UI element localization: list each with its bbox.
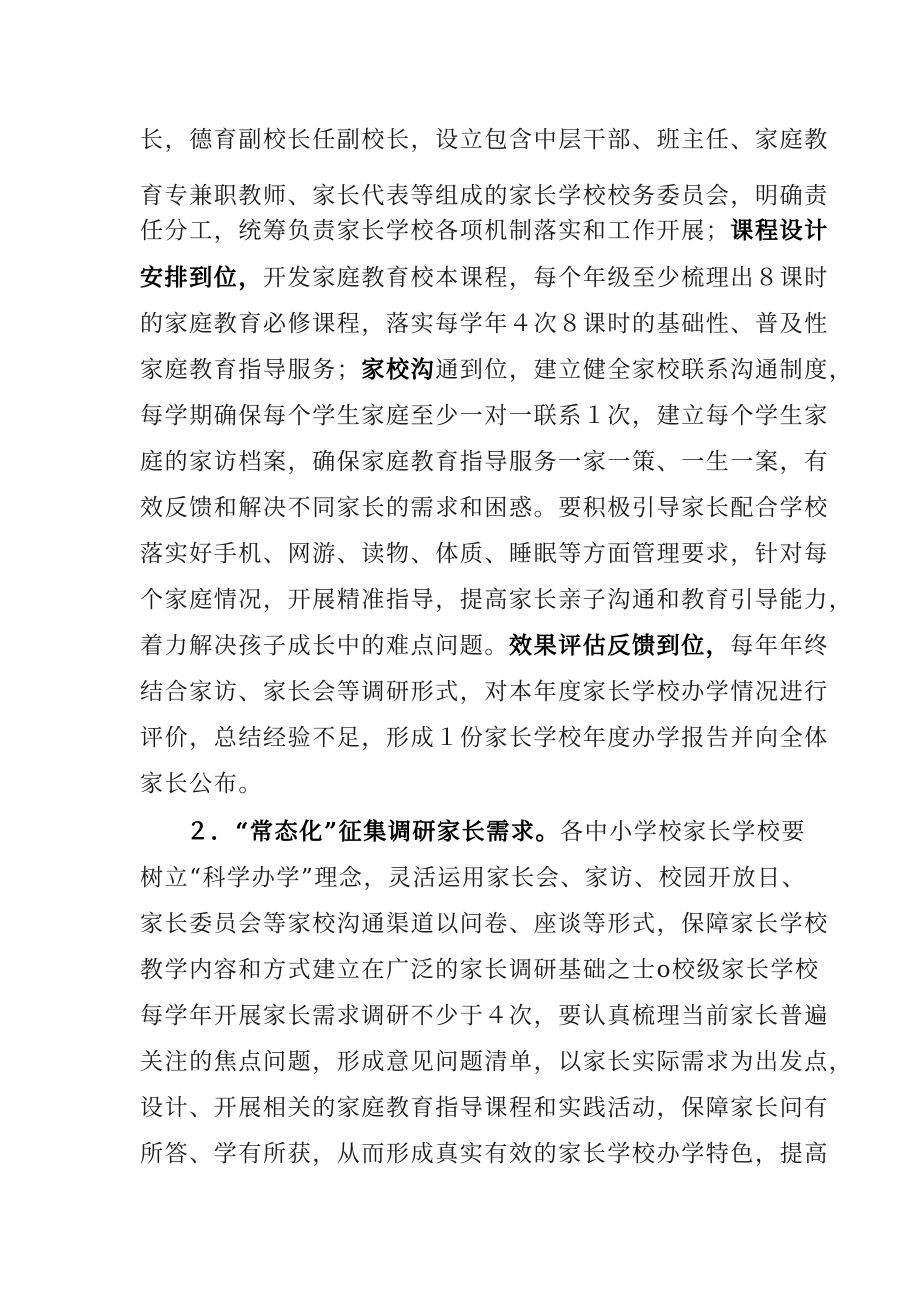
bold-heading-run: 安排到位，	[140, 264, 263, 291]
text-line	[140, 211, 829, 251]
text-line	[140, 718, 829, 758]
text-line	[140, 176, 829, 216]
text-line	[140, 258, 829, 298]
text-run: 评价，总结经验不足，形成１份家长学校年度办学报告并向全体	[140, 725, 829, 751]
text-run: 开发家庭教育校本课程，每个年级至少梳理出８课时	[263, 265, 829, 291]
text-run: 各中小学校家长学校要	[560, 819, 807, 845]
text-run: 教学内容和方式建立在广泛的家长调研基础之士o校级家长学校	[140, 957, 820, 983]
text-line	[140, 904, 829, 944]
bold-heading-run: 家校沟	[361, 356, 436, 383]
text-line	[140, 858, 807, 898]
text-line	[140, 350, 854, 390]
text-line	[140, 626, 829, 666]
text-line	[140, 1134, 829, 1174]
text-run: 家长公布。	[140, 771, 263, 797]
text-line	[140, 1088, 829, 1128]
text-line	[140, 442, 829, 482]
section-heading: ２．“常态化”征集调研家长需求。	[186, 818, 561, 845]
text-run: 每年年终	[730, 633, 829, 659]
text-line	[140, 1042, 854, 1082]
text-line	[140, 304, 829, 344]
section-heading-line	[186, 812, 807, 852]
text-run: 长，德育副校长任副校长，设立包含中层干部、班主任、家庭教	[140, 127, 829, 153]
text-line	[140, 996, 829, 1036]
text-run: 效反馈和解决不同家长的需求和困惑。要积极引导家长配合学校	[140, 495, 829, 521]
bold-heading-run: 效果评估反馈到位，	[509, 632, 731, 659]
text-run: 家长委员会等家校沟通渠道以问卷、座谈等形式，保障家长学校	[140, 911, 829, 937]
text-run: 着力解决孩子成长中的难点问题。	[140, 633, 509, 659]
text-run: 育专兼职教师、家长代表等组成的家长学校校务委员会，明确责	[140, 183, 829, 209]
text-run: 树立“科学办学”理念，灵活运用家长会、家访、校园开放日、	[140, 865, 807, 891]
bold-heading-run: 课程设计	[730, 217, 829, 244]
text-line	[140, 672, 829, 712]
text-run: 家庭教育指导服务；	[140, 357, 362, 383]
text-run: 每学期确保每个学生家庭至少一对一联系１次，建立每个学生家	[140, 403, 829, 429]
text-run: 设计、开展相关的家庭教育指导课程和实践活动，保障家长问有	[140, 1095, 829, 1121]
text-run: 所答、学有所获，从而形成真实有效的家长学校办学特色，提高	[140, 1141, 829, 1167]
text-line	[140, 580, 854, 620]
text-run: 的家庭教育必修课程，落实每学年４次８课时的基础性、普及性	[140, 311, 829, 337]
text-line	[140, 488, 829, 528]
text-run: 落实好手机、网游、读物、体质、睡眠等方面管理要求，针对每	[140, 541, 829, 567]
text-run: 关注的焦点问题，形成意见问题清单，以家长实际需求为出发点，	[140, 1049, 854, 1075]
text-run: 个家庭情况，开展精准指导，提高家长亲子沟通和教育引导能力，	[140, 587, 854, 613]
text-line	[140, 120, 829, 160]
text-line	[140, 950, 820, 990]
text-run: 通到位，建立健全家校联系沟通制度，	[435, 357, 854, 383]
text-line	[140, 534, 829, 574]
text-run: 结合家访、家长会等调研形式，对本年度家长学校办学情况进行	[140, 679, 829, 705]
text-run: 任分工，统筹负责家长学校各项机制落实和工作开展；	[140, 218, 731, 244]
text-line	[140, 396, 829, 436]
text-run: 每学年开展家长需求调研不少于４次，要认真梳理当前家长普遍	[140, 1003, 829, 1029]
text-line	[140, 764, 790, 804]
text-run: 庭的家访档案，确保家庭教育指导服务一家一策、一生一案，有	[140, 449, 829, 475]
